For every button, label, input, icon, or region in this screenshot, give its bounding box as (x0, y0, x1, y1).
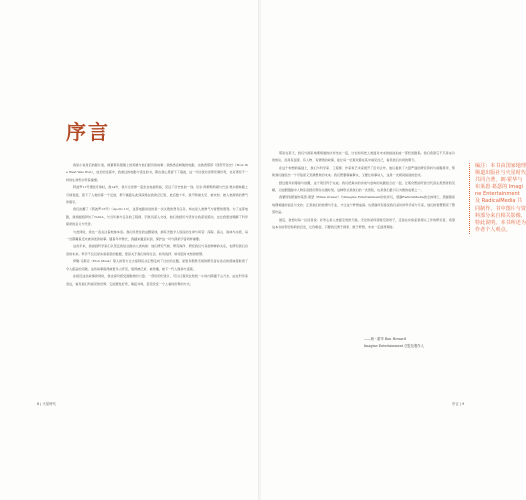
paragraph: 在这个构想的基础上，我们与科学家、工程师、作家和艺术家展开了密切合作，他们提供了大量严谨的研究资料与前瞻思考，帮助我们描绘出一个可信而又充满想象的未来。我们既要尊重事实，又要让故事动人，这是一次极具挑战的尝试。 (272, 165, 455, 178)
paragraph: 经过数年的筹备与拍摄，这个项目终于完成。我们把真实的访谈与虚构的戏剧结合在一起，让观众既能听到当代顶尖思想者的见解，又能跟随剧中人物亲身经历那些关键时刻。这种形式是我们的一次冒险，也是我们最引以为傲的成果之一。 (272, 180, 455, 193)
signature-title: Imagine Entertainment 总監及製作人 (364, 344, 424, 349)
editor-sidenote: 编注：本书由国家地理频道出版社与火星时代共同合著，朗·霍华与布莱恩·葛瑟的 Imagine Entertainment 及 RadicalMedia 共同制作，书中图片与资料部分来自相关影像，特此说明。本书所述为作者个人观点。 (469, 163, 526, 234)
right-page (261, 0, 520, 500)
body-column-right (272, 150, 455, 231)
page-number-right: 序言 | 9 (452, 402, 465, 406)
paragraph: 最后，我想对每一位读者说：好奇心是人类最宝贵的天赋。无论你是仰望星空的孩子，还是在实验室里埋头工作的研究者，希望这本书能带给你新的启发，让你相信，只要我们勇于探索、敢于梦想，未来一定值得期待。 (272, 217, 455, 230)
paragraph: 与此同时，我也一直关注着地球本身。我们所居住的这颗星球，拥有无数令人惊叹的生命与风景：深海、高山、雨林与冰原，每一处都藏着还未被讲述的故事。随着年岁渐长，我越来越意识到，保护这一切与探索宇宙同样重要。 (66, 229, 248, 242)
paragraph: 在接近这些故事的同时，我也深切感受到影像的力量。一部好的纪录片，可以让观众在短短一小时内跨越千山万水，站在科学家身边，看见他们所看见的世界；它能激发好奇，唤起共鸣，甚至改变一个人看待世界的方式。 (66, 274, 248, 286)
body-column-left (66, 162, 248, 288)
signature-name: ——朗・霍华 Ron Howard (364, 337, 406, 341)
author-signature (364, 336, 456, 350)
page-number-left: 8 | 火星時代 (37, 402, 57, 406)
paragraph: 这些年来，我看到科学家们以坚定的信念推动人类向前：他们研究气候、研究海洋、研究我们与其他物种的关系，也研究我们自身的未来。科学不仅仅是实验室里的数据，更是关于我们如何生活、如何选择、如何面对未知的智慧。 (66, 244, 248, 256)
paragraph: 阿波罗11号登陆月球时，我14岁，我与全世界一起坐在电视机前，见证了历史性的一刻。尼尔·阿姆斯特朗与巴兹·奥尔德林踏上月球表面，留下了人类的第一个足迹，那个画面从此深深烙在我的记忆里，此后数十年，我不断被太空、被未知、被人类探索的勇气所吸引。 (66, 185, 248, 205)
page-title: 序言 (66, 120, 110, 144)
paragraph: 我是小说背后的影片迷，倾慕那些银幕上的英雄与他们经历的故事；我熟悉宫崎骏的电影，也熟悉那部《西部开拓史》（How the West Was Won），成长的过程中，我看过的电影与读过的书，都在我心里留下了痕迹，这一切让我对世界充满好奇，也对那些不一样的生命形态怀着憧憬。 (66, 163, 248, 182)
left-page (0, 0, 259, 500)
paragraph: 我要特别感谢布莱恩·葛瑟（Brian Grazer）与Imagine Entertainment的伙伴们，感谢RadicalMedia的全体同仁，感谢国家地理频道的信任与支持；正是他们的热情与专业，才让这个梦想成真。也感谢所有接受我们采访的科学家与专家，他们的智慧照亮了整部作品。 (272, 195, 455, 215)
paragraph: 伊隆·马斯克（Elon Musk）等人的努力让火星移民从幻想走向了讨论的议题，而更多默默无闻的研究者在各自的领域里取得了令人振奋的突破。这些故事值得被更多人听见，值得被记录、被传播，被下一代人继承与延续。 (66, 259, 248, 271)
paragraph: 那是在某天，我们与国家地理频道的伙伴坐在一起，讨论如何把人类面对未来的挑战拍成一部纪录剧集。我们希望它不只是冰冷的知识，而是有温度、有人物、有情感的故事，能让每一位观众都在其中看见自己，看见我们共同的明天。 (272, 151, 455, 163)
paragraph: 我们拍摄了《阿波罗13号》（Apollo 13），这部电影讲述的是一次失败的登月任务，却也是人类勇气与智慧的胜利。为了这部电影，我和剧组拜访了NASA，与当年参与任务的工程师、宇航员深入交谈，他们的经历与坚持让我深受感动，也让我更加理解了科学探索的意义与代价。 (66, 207, 248, 227)
